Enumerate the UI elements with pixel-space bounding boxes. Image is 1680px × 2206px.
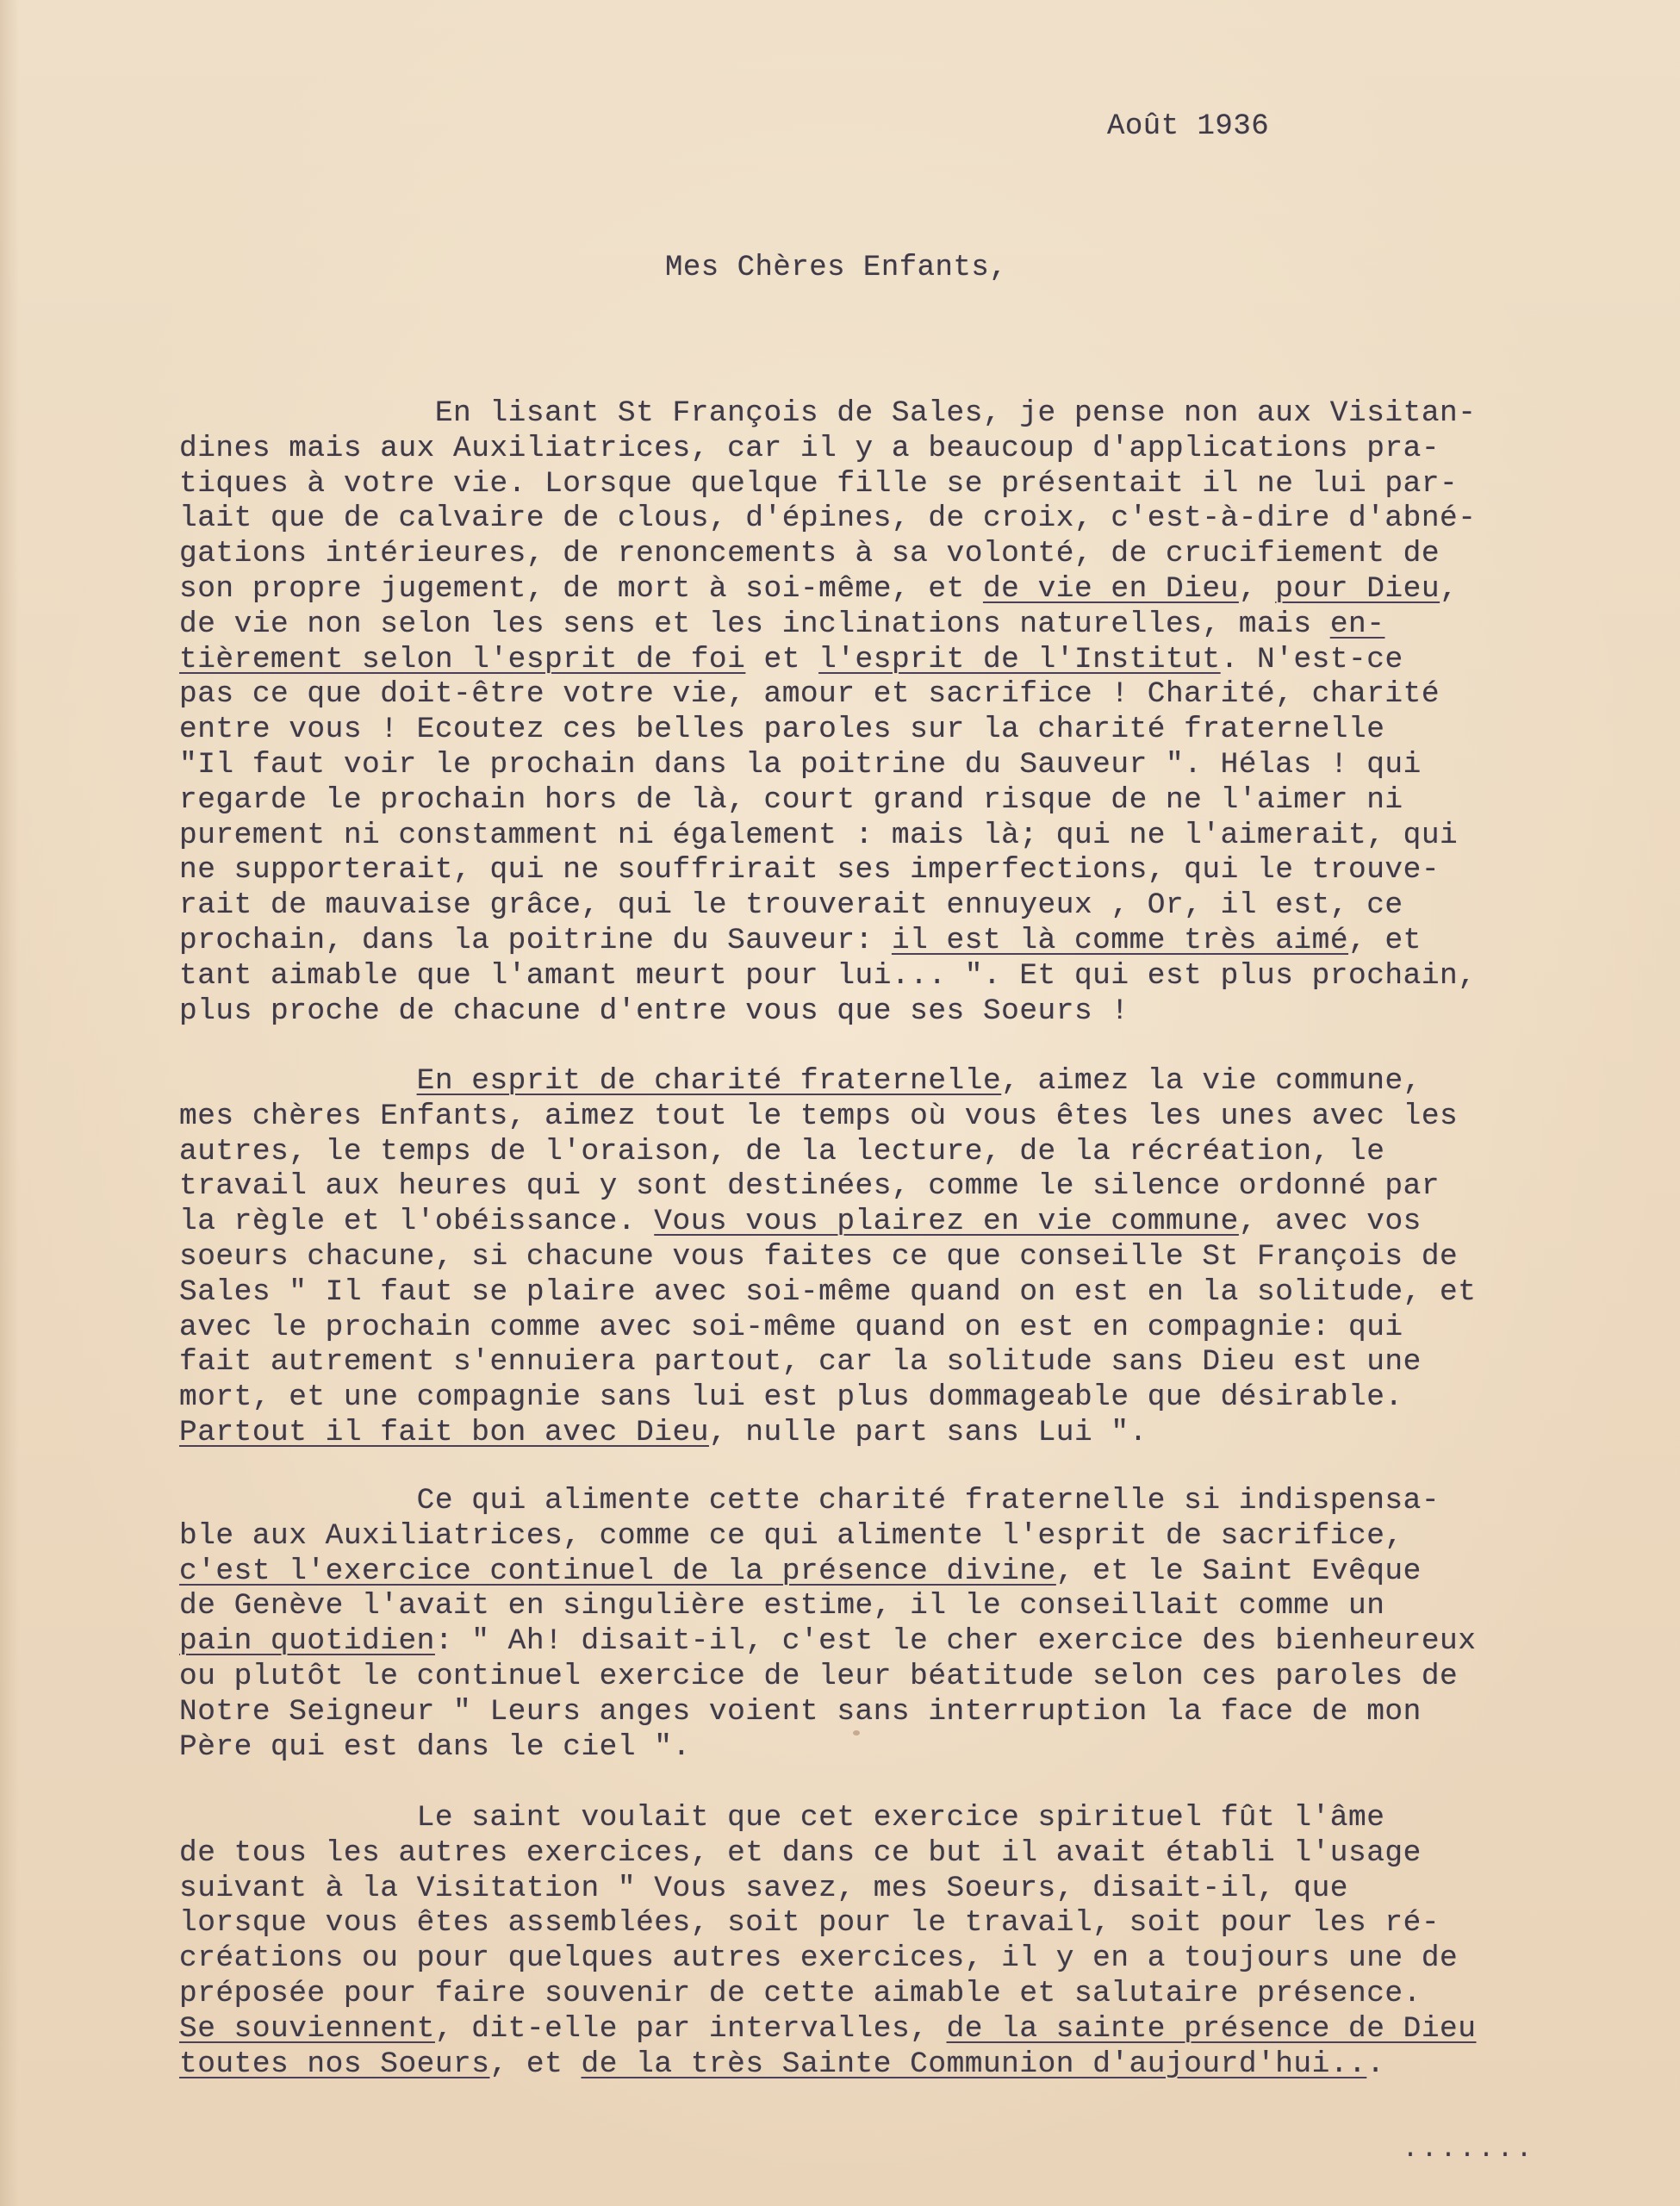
text-line (179, 1555, 1678, 1590)
text-segment: ble aux Auxiliatrices, comme ce qui alimente l'esprit de sacrifice, (179, 1518, 1403, 1553)
text-segment: suivant à la Visitation " Vous savez, mes Soeurs, disait-il, que (179, 1871, 1349, 1905)
text-line (179, 1695, 1678, 1730)
text-line (179, 502, 1678, 537)
text-segment: , (1238, 571, 1276, 606)
paper-edge-shadow (0, 0, 19, 2206)
text-segment: et (745, 642, 819, 676)
text-line (179, 1380, 1678, 1416)
text-segment: de vie non selon les sens et les inclinations naturelles, mais (179, 607, 1330, 641)
text-segment: : " Ah! disait-il, c'est le cher exercice des bienheureux (434, 1624, 1477, 1659)
text-line (179, 396, 1678, 432)
text-segment: préposée pour faire souvenir de cette aimable et salutaire présence. (179, 1976, 1422, 2010)
text-segment: , et le Saint Evêque (1055, 1554, 1422, 1588)
text-segment (179, 1064, 417, 1098)
text-line (179, 467, 1678, 502)
text-segment: purement ni constamment ni également : mais là; qui ne l'aimerait, qui (179, 818, 1459, 852)
text-line (179, 1240, 1678, 1275)
text-segment: , et (1348, 923, 1422, 957)
text-segment: plus proche de chacune d'entre vous que ses Soeurs ! (179, 994, 1129, 1028)
text-segment: autres, le temps de l'oraison, de la lecture, de la récréation, le (179, 1134, 1385, 1168)
text-segment: , (1440, 571, 1459, 606)
underlined-text: Se souviennent (179, 2011, 435, 2046)
text-line (179, 1345, 1678, 1380)
text-line (179, 608, 1678, 643)
text-segment: la règle et l'obéissance. (179, 1205, 655, 1239)
text-segment: "Il faut voir le prochain dans la poitrine du Sauveur ". Hélas ! qui (179, 747, 1422, 782)
underlined-text: de vie en Dieu (982, 571, 1239, 606)
underlined-text: l'esprit de l'Institut (818, 642, 1221, 676)
text-line (179, 713, 1678, 748)
underlined-text: il est là comme très aimé (891, 923, 1349, 957)
underlined-text: tièrement selon l'esprit de foi (179, 642, 746, 676)
text-line (179, 1519, 1678, 1555)
text-line (179, 1135, 1678, 1170)
paragraph-2 (179, 1064, 1678, 1451)
text-segment: , nulle part sans Lui ". (708, 1415, 1148, 1449)
paragraph-3 (179, 1484, 1678, 1765)
text-line (179, 677, 1678, 713)
text-segment: travail aux heures qui y sont destinées, comme le silence ordonné par (179, 1169, 1440, 1204)
text-segment: de Genève l'avait en singulière estime, il le conseillait comme un (179, 1589, 1385, 1623)
underlined-text: en- (1329, 607, 1385, 641)
text-segment: tiques à votre vie. Lorsque quelque fille se présentait il ne lui par- (179, 466, 1459, 501)
underlined-text: c'est l'exercice continuel de la présence divine (179, 1554, 1056, 1588)
text-segment: , et (489, 2047, 582, 2081)
text-segment: fait autrement s'ennuiera partout, car la solitude sans Dieu est une (179, 1345, 1422, 1380)
text-segment: créations ou pour quelques autres exercices, il y en a toujours une de (179, 1941, 1459, 1976)
text-segment: Père qui est dans le ciel ". (179, 1729, 691, 1764)
text-segment: rait de mauvaise grâce, qui le trouverait ennuyeux , Or, il est, ce (179, 888, 1403, 923)
text-line (179, 1484, 1678, 1519)
text-line (179, 2047, 1678, 2083)
text-segment: En lisant St François de Sales, je pense non aux Visitan- (179, 396, 1477, 430)
text-line (179, 1589, 1678, 1624)
text-segment: entre vous ! Ecoutez ces belles paroles sur la charité fraternelle (179, 713, 1385, 747)
text-segment: gations intérieures, de renoncements à sa volonté, de crucifiement de (179, 537, 1440, 571)
text-line (179, 1872, 1678, 1907)
text-line (179, 819, 1678, 854)
text-line (179, 1941, 1678, 1977)
text-line (179, 1275, 1678, 1311)
text-segment: dines mais aux Auxiliatrices, car il y a beaucoup d'applications pra- (179, 431, 1440, 465)
text-line (179, 1977, 1678, 2012)
paragraph-4 (179, 1801, 1678, 2082)
paper-speck (853, 1730, 860, 1736)
text-line (179, 2012, 1678, 2047)
text-segment: mes chères Enfants, aimez tout le temps où vous êtes les unes avec les (179, 1099, 1459, 1133)
underlined-text: pour Dieu (1275, 571, 1440, 606)
underlined-text: de la très Sainte Communion d'aujourd'hui.. (581, 2047, 1367, 2081)
text-segment: Sales " Il faut se plaire avec soi-même quand on est en la solitude, et (179, 1274, 1477, 1309)
text-line (179, 888, 1678, 924)
text-segment: pas ce que doit-être votre vie, amour et sacrifice ! Charité, charité (179, 677, 1440, 712)
text-segment: avec le prochain comme avec soi-même quand on est en compagnie: qui (179, 1310, 1403, 1344)
text-line (179, 432, 1678, 467)
text-line (179, 572, 1678, 608)
text-line (179, 1730, 1678, 1766)
text-line (179, 1801, 1678, 1836)
text-segment: regarde le prochain hors de là, court grand risque de ne l'aimer ni (179, 782, 1403, 817)
text-line (179, 1169, 1678, 1205)
text-segment: lorsque vous êtes assemblées, soit pour le travail, soit pour les ré- (179, 1906, 1440, 1941)
underlined-text: pain quotidien (179, 1624, 435, 1659)
text-segment: Le saint voulait que cet exercice spirituel fût l'âme (179, 1801, 1385, 1835)
paragraph-1 (179, 396, 1678, 1029)
text-line (179, 1416, 1678, 1451)
text-segment: Ce qui alimente cette charité fraternelle si indispensa- (179, 1484, 1440, 1517)
text-segment: , aimez la vie commune, (1001, 1064, 1422, 1098)
text-line (179, 1660, 1678, 1695)
text-line (179, 853, 1678, 888)
text-line (179, 994, 1678, 1030)
text-segment: tant aimable que l'amant meurt pour lui... ". Et qui est plus prochain, (179, 958, 1477, 993)
text-segment: , avec vos (1238, 1205, 1422, 1239)
underlined-text: toutes nos Soeurs (179, 2047, 490, 2081)
text-segment: , dit-elle par intervalles, (434, 2011, 947, 2046)
text-line (179, 959, 1678, 994)
text-segment: prochain, dans la poitrine du Sauveur: (179, 923, 892, 957)
text-segment: lait que de calvaire de clous, d'épines, de croix, c'est-à-dire d'abné- (179, 502, 1477, 536)
text-segment: mort, et une compagnie sans lui est plus dommageable que désirable. (179, 1380, 1403, 1415)
underlined-text: Vous vous plairez en vie commune (654, 1205, 1239, 1239)
text-line (179, 643, 1678, 678)
text-line (179, 1100, 1678, 1135)
text-segment: de tous les autres exercices, et dans ce but il avait établi l'usage (179, 1835, 1422, 1870)
text-line (179, 1906, 1678, 1941)
underlined-text: En esprit de charité fraternelle (416, 1064, 1002, 1098)
text-line (179, 1624, 1678, 1660)
letter-greeting: Mes Chères Enfants, (665, 252, 1008, 284)
text-line (179, 748, 1678, 783)
text-line (179, 537, 1678, 572)
text-line (179, 1311, 1678, 1346)
text-line (179, 783, 1678, 819)
text-segment: son propre jugement, de mort à soi-même, et (179, 571, 983, 606)
underlined-text: Partout il fait bon avec Dieu (179, 1415, 709, 1449)
underlined-text: de la sainte présence de Dieu (946, 2011, 1477, 2046)
text-segment: ne supporterait, qui ne souffrirait ses imperfections, qui le trouve- (179, 853, 1440, 888)
letter-date: Août 1936 (1107, 110, 1270, 143)
text-segment: ou plutôt le continuel exercice de leur béatitude selon ces paroles de (179, 1659, 1459, 1693)
text-line (179, 1836, 1678, 1872)
continuation-dots: ....... (1403, 2135, 1536, 2165)
text-segment: . N'est-ce (1220, 642, 1403, 676)
text-line (179, 1064, 1678, 1100)
text-segment: Notre Seigneur " Leurs anges voient sans interruption la face de mon (179, 1694, 1422, 1729)
text-line (179, 924, 1678, 959)
text-segment: soeurs chacune, si chacune vous faites ce que conseille St François de (179, 1239, 1459, 1274)
text-segment: . (1366, 2047, 1385, 2081)
text-line (179, 1205, 1678, 1240)
